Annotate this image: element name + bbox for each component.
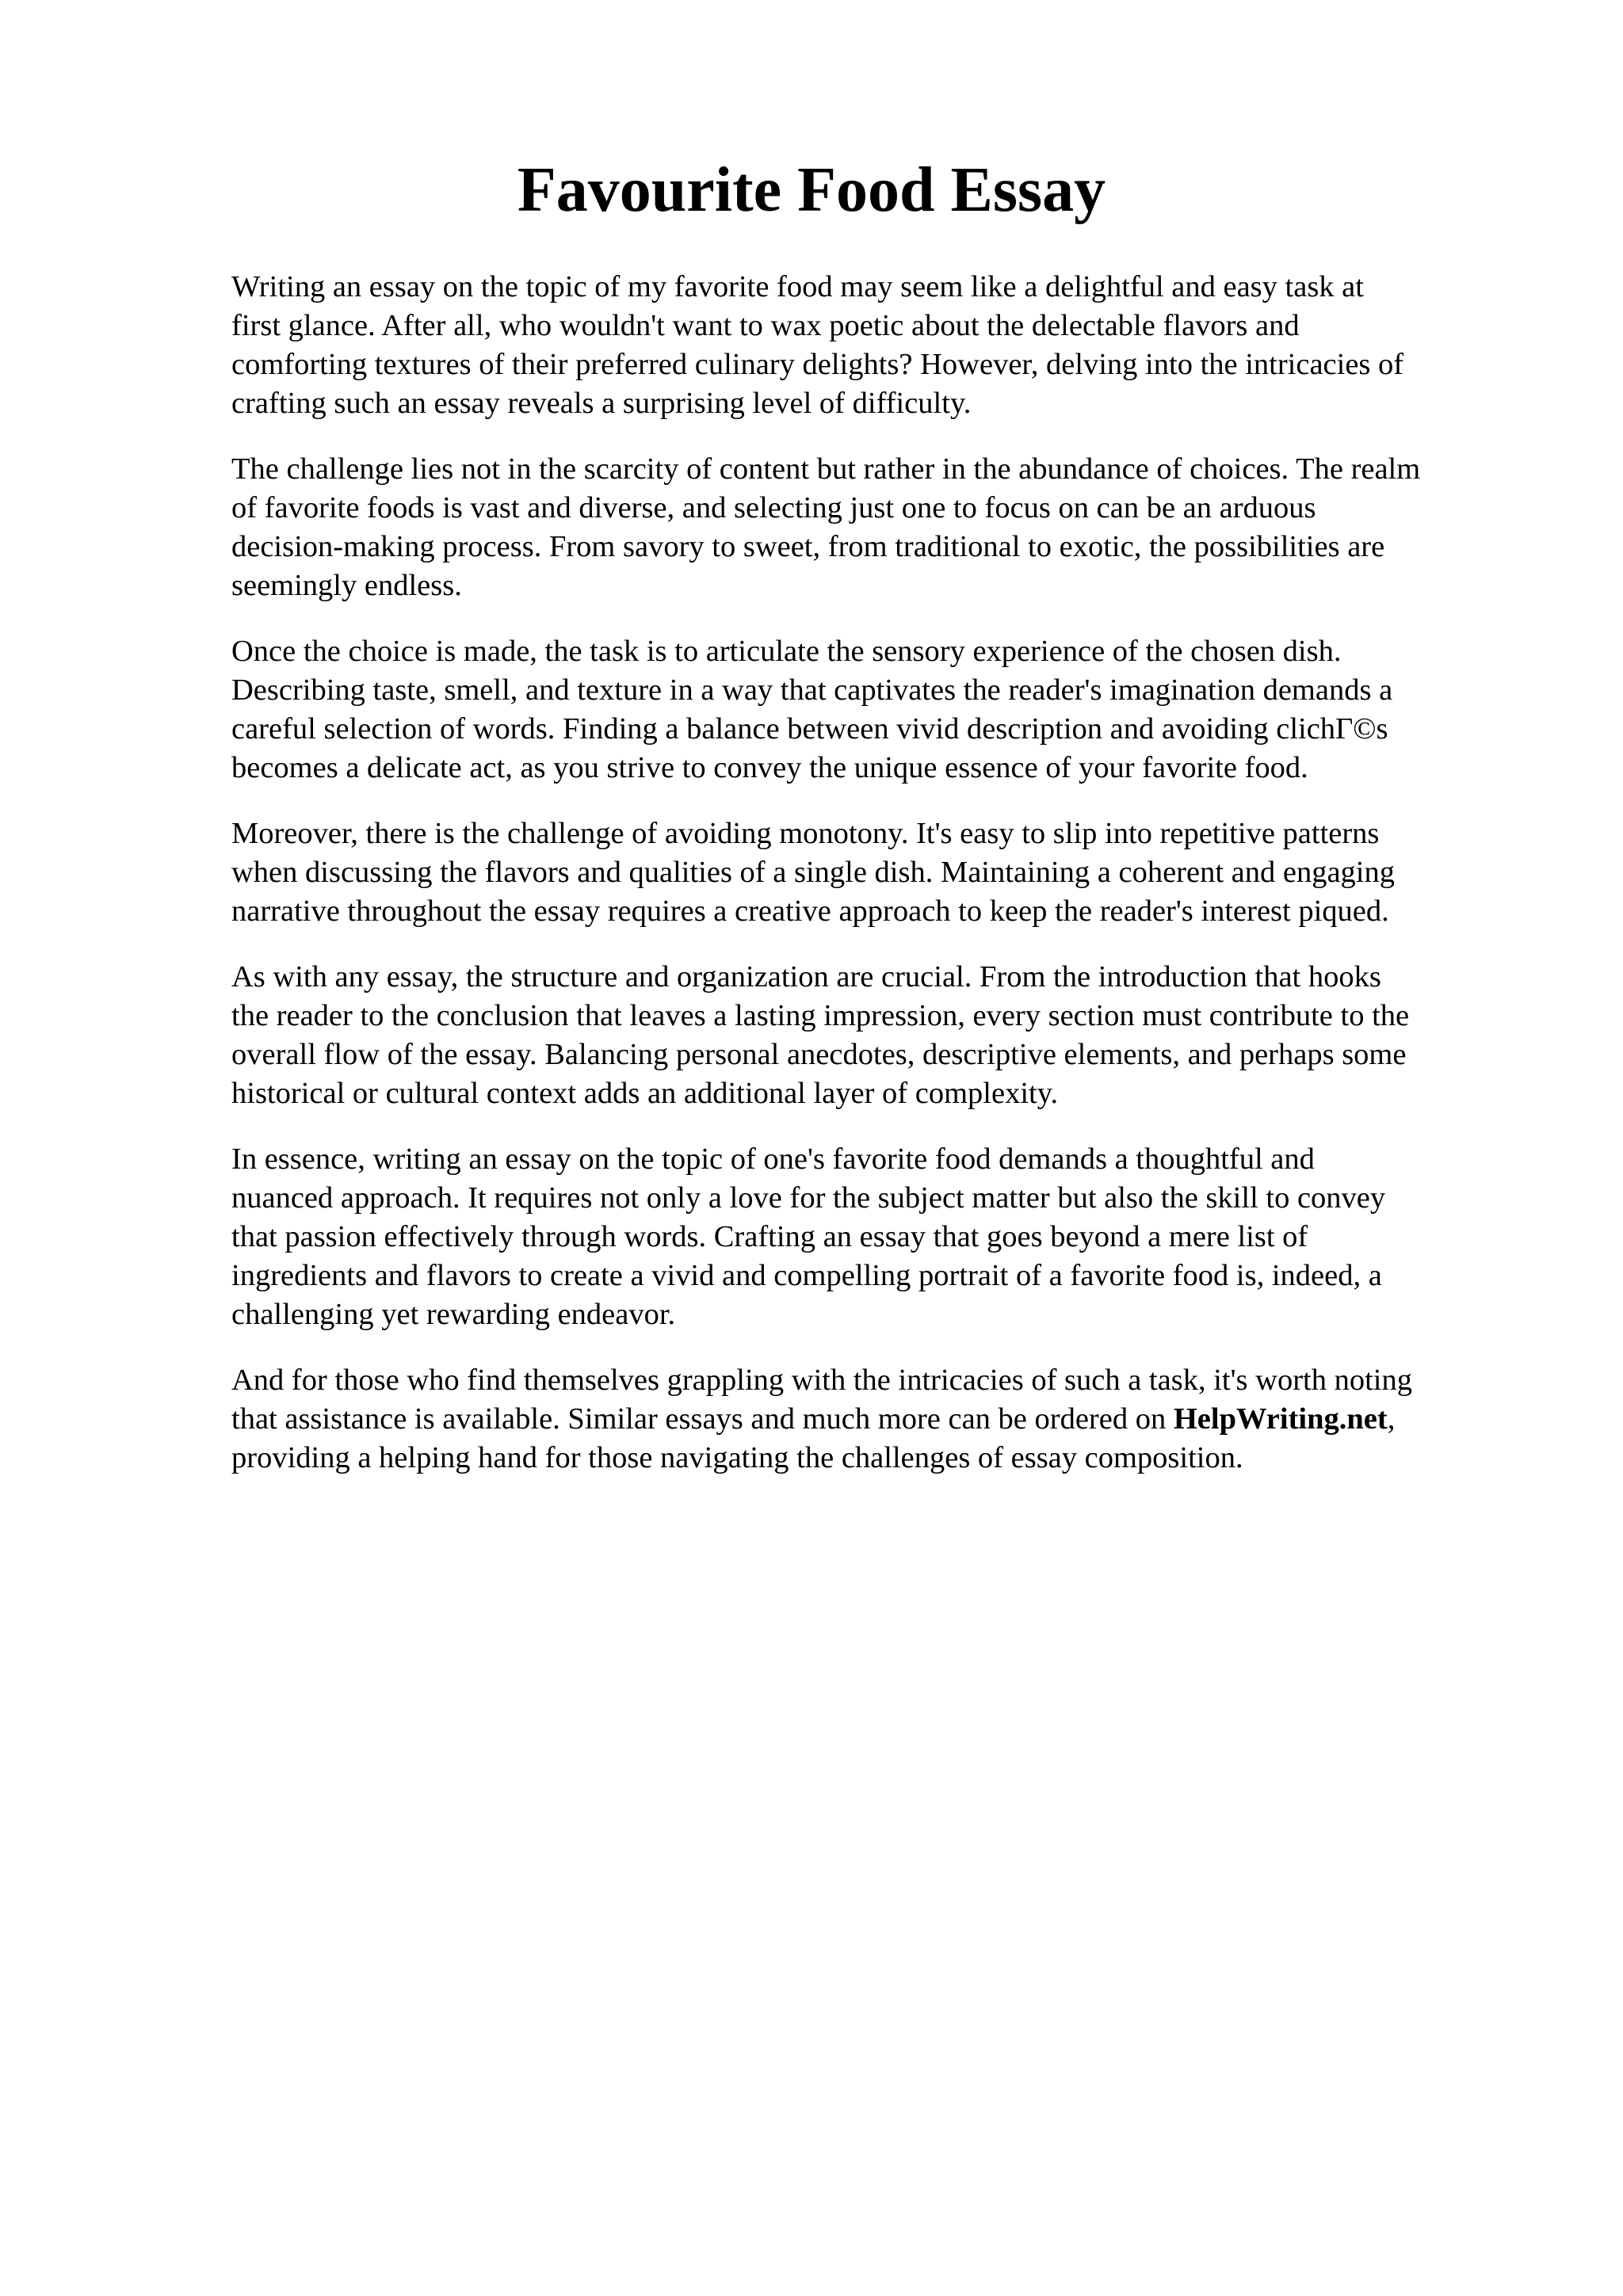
paragraph-line: narrative throughout the essay requires a creative approach to keep the reader's interest piqued. — [231, 894, 1389, 928]
paragraph-line: nuanced approach. It requires not only a love for the subject matter but also the skill to convey — [231, 1181, 1386, 1215]
document-title: Favourite Food Essay — [517, 155, 1106, 225]
paragraph-line: of favorite foods is vast and diverse, and selecting just one to focus on can be an arduous — [231, 491, 1316, 524]
paragraph-line: Once the choice is made, the task is to articulate the sensory experience of the chosen dish. — [231, 635, 1342, 668]
paragraph-line: decision-making process. From savory to sweet, from traditional to exotic, the possibilities are — [231, 530, 1385, 563]
paragraph-line: that passion effectively through words. Crafting an essay that goes beyond a mere list of — [231, 1220, 1308, 1253]
paragraph-line: historical or cultural context adds an additional layer of complexity. — [231, 1077, 1059, 1110]
paragraph-line: In essence, writing an essay on the topic of one's favorite food demands a thoughtful and — [231, 1142, 1315, 1176]
paragraph-3 — [231, 632, 1563, 788]
paragraph-line: ingredients and flavors to create a vivid and compelling portrait of a favorite food is, indeed, a — [231, 1259, 1382, 1292]
document-body — [231, 268, 1563, 1505]
paragraph-line: careful selection of words. Finding a balance between vivid description and avoiding clichГ©s — [231, 712, 1388, 746]
paragraph-4 — [231, 814, 1563, 931]
paragraph-2 — [231, 450, 1563, 605]
paragraph-line: overall flow of the essay. Balancing personal anecdotes, descriptive elements, and perhaps some — [231, 1038, 1407, 1071]
paragraph-line: Describing taste, smell, and texture in a way that captivates the reader's imagination demands a — [231, 673, 1393, 707]
paragraph-6 — [231, 1140, 1563, 1334]
paragraph-line — [231, 1400, 1563, 1439]
paragraph-line: when discussing the flavors and qualities of a single dish. Maintaining a coherent and engaging — [231, 856, 1396, 889]
paragraph-line: crafting such an essay reveals a surprising level of difficulty. — [231, 387, 972, 420]
paragraph-line: challenging yet rewarding endeavor. — [231, 1298, 676, 1331]
paragraph-line: Writing an essay on the topic of my favorite food may seem like a delightful and easy task at — [231, 270, 1364, 303]
paragraph-line: The challenge lies not in the scarcity of content but rather in the abundance of choices. The realm — [231, 452, 1421, 486]
paragraph-1 — [231, 268, 1563, 423]
closing-paragraph — [231, 1361, 1563, 1478]
paragraph-line: Moreover, there is the challenge of avoiding monotony. It's easy to slip into repetitive patterns — [231, 817, 1380, 850]
closing-punctuation: , — [1387, 1402, 1396, 1436]
closing-text: that assistance is available. Similar essays and much more can be ordered on — [231, 1402, 1174, 1436]
paragraph-line: seemingly endless. — [231, 569, 462, 602]
paragraph-line: becomes a delicate act, as you strive to convey the unique essence of your favorite food. — [231, 751, 1308, 784]
paragraph-5 — [231, 958, 1563, 1113]
paragraph-line: As with any essay, the structure and organization are crucial. From the introduction that hooks — [231, 960, 1381, 994]
paragraph-line: comforting textures of their preferred culinary delights? However, delving into the intricacies of — [231, 348, 1404, 381]
paragraph-line: providing a helping hand for those navigating the challenges of essay composition. — [231, 1441, 1243, 1474]
helpwriting-link[interactable]: HelpWriting.net — [1173, 1402, 1388, 1436]
paragraph-line: the reader to the conclusion that leaves a lasting impression, every section must contribute to the — [231, 999, 1410, 1032]
paragraph-line: And for those who find themselves grappling with the intricacies of such a task, it's worth noting — [231, 1363, 1412, 1397]
paragraph-line: first glance. After all, who wouldn't want to wax poetic about the delectable flavors and — [231, 309, 1300, 342]
